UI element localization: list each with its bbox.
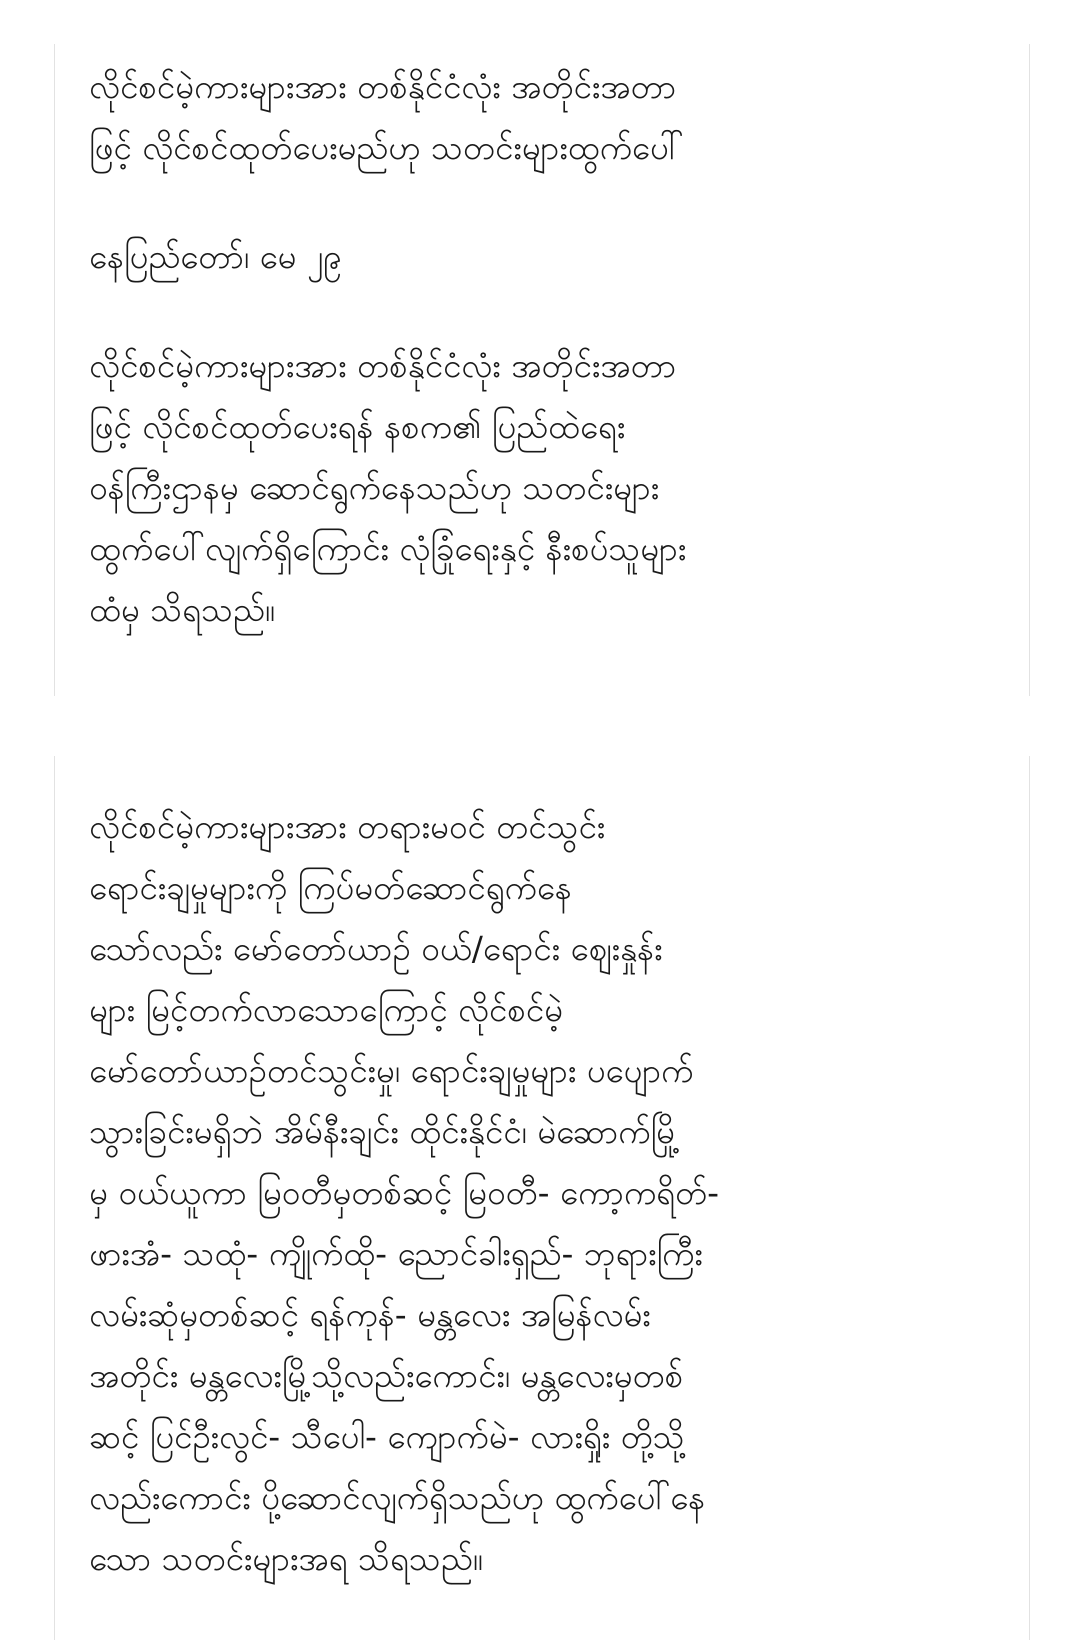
- article-headline: လိုင်စင်မဲ့ကားများအား တစ်နိုင်ငံလုံး အတိုင်းအတာ ဖြင့် လိုင်စင်ထုတ်ပေးမည်ဟု သတင်းများထွက်ပေါ်: [89, 67, 684, 167]
- card-gap: [0, 696, 1080, 756]
- article-card-top: [54, 44, 1030, 696]
- article-card-bottom: [54, 756, 1030, 1640]
- article-lede: လိုင်စင်မဲ့ကားများအား တစ်နိုင်ငံလုံး အတိုင်းအတာ ဖြင့် လိုင်စင်ထုတ်ပေးရန် နစက၏ ပြည်ထဲရေး ဝန်ကြီးဌာနမှ ဆောင်ရွက်နေသည်ဟု သတင်းများ ထွက်ပေါ်လျက်ရှိကြောင်း လုံခြုံရေးနှင့် နီးစပ်သူများ ထံမှ သိရသည်။: [89, 346, 687, 629]
- article-dateline: နေပြည်တော်၊ မေ ၂၉: [89, 237, 342, 276]
- article-body: လိုင်စင်မဲ့ကားများအား တရားမဝင် တင်သွင်း ရောင်းချမှုများကို ကြပ်မတ်ဆောင်ရွက်နေ သော်လည်း မော်တော်ယာဉ် ဝယ်/ရောင်း ဈေးနှုန်း များ မြင့်တက်လာသောကြောင့် လိုင်စင်မဲ့ မော်တော်ယာဉ်တင်သွင်းမှု၊ ရောင်းချမှုများ ပပျောက် သွားခြင်းမရှိဘဲ အိမ်နီးချင်း ထိုင်းနိုင်ငံ၊ မဲဆောက်မြို့ မှ ဝယ်ယူကာ မြဝတီမှတစ်ဆင့် မြဝတီ- ကော့ကရိတ်- ဖားအံ- သထုံ- ကျိုက်ထို- ညောင်ခါးရှည်- ဘုရားကြီး လမ်းဆုံမှတစ်ဆင့် ရန်ကုန်- မန္တလေး အမြန်လမ်း အတိုင်း မန္တလေးမြို့သို့လည်းကောင်း၊ မန္တလေးမှတစ် ဆင့် ပြင်ဦးလွင်- သီပေါ- ကျောက်မဲ- လားရှိုး တို့သို့ လည်းကောင်း ပို့ဆောင်လျက်ရှိသည်ဟု ထွက်ပေါ်နေ သော သတင်းများအရ သိရသည်။: [89, 807, 720, 1578]
